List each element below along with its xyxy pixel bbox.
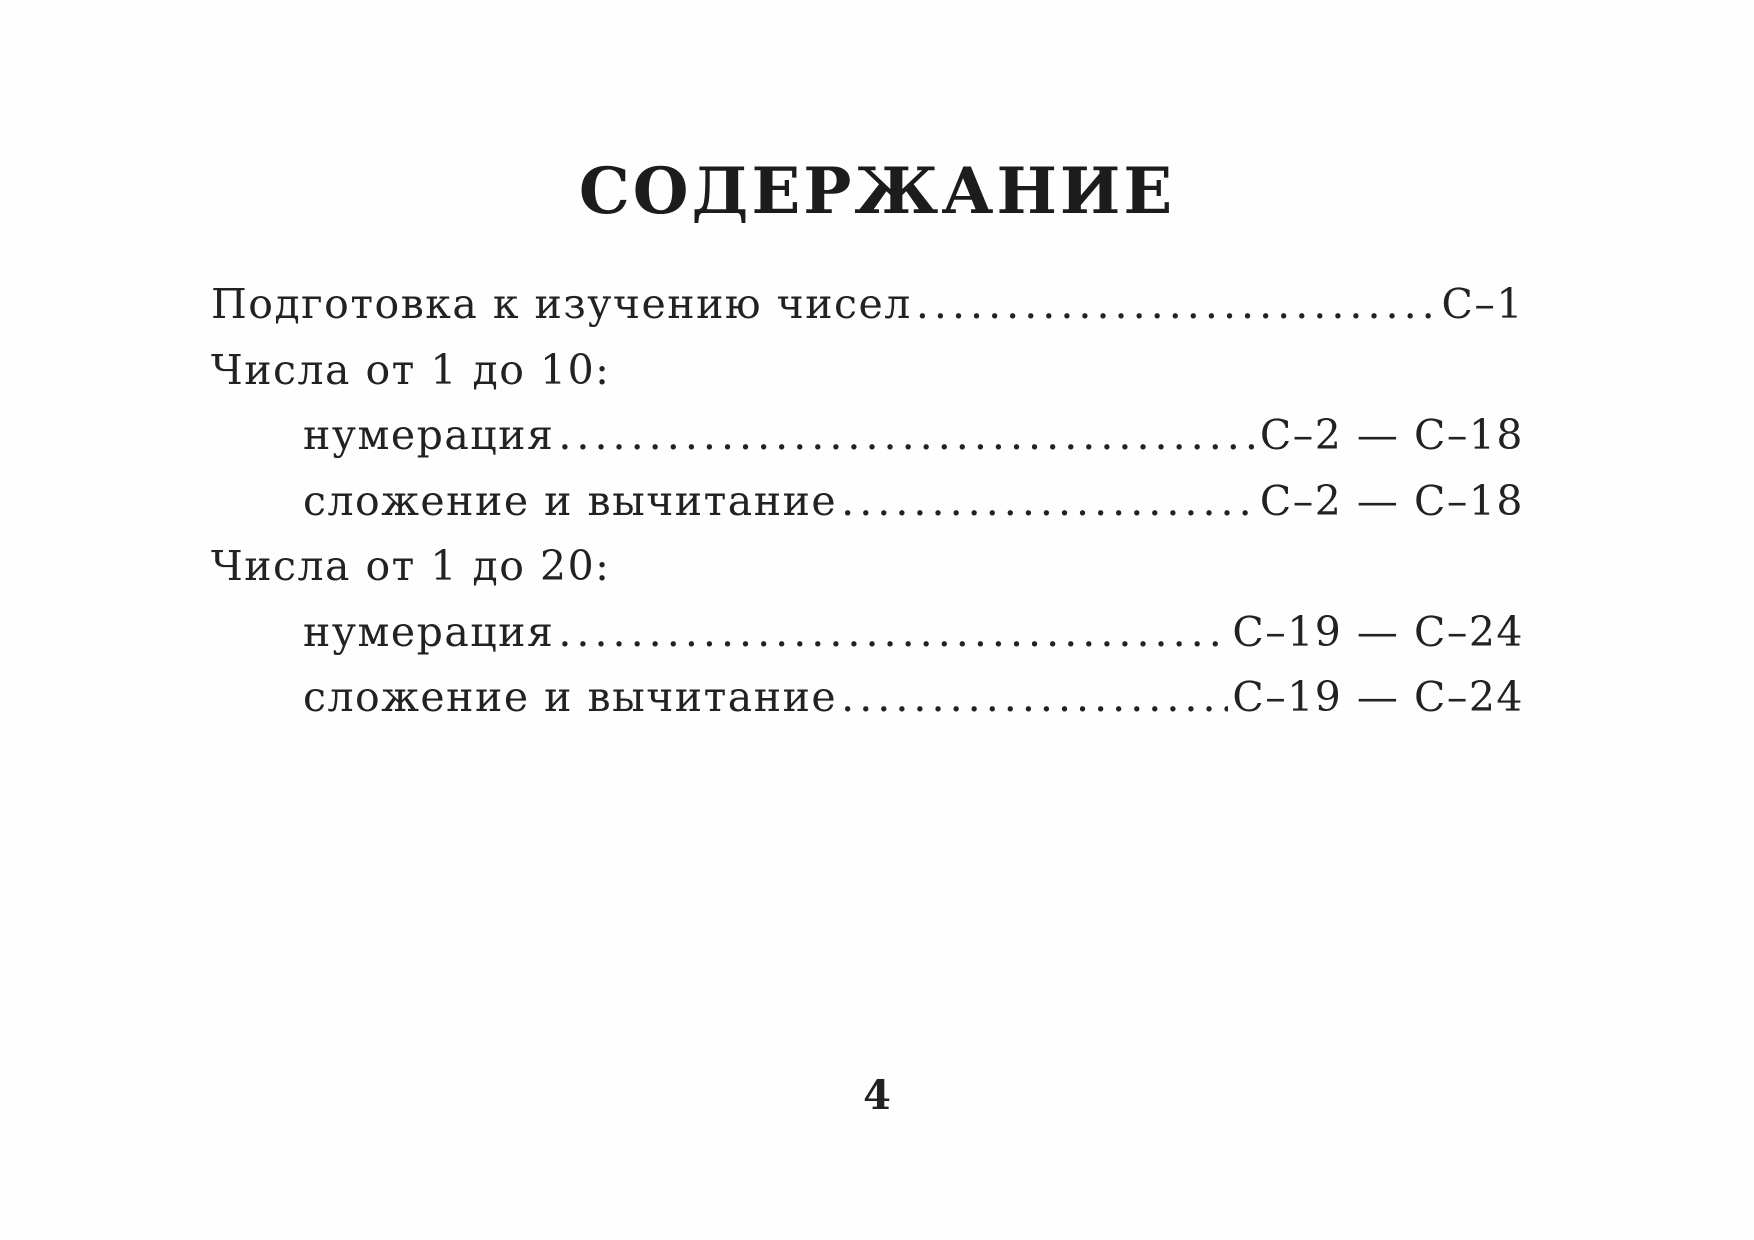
toc-entry-pages: С–19 — С–24 (1232, 607, 1524, 656)
toc-entry-label: сложение и вычитание (303, 476, 838, 525)
toc-entry-numeration-1-20 (211, 600, 1524, 666)
toc-entry-pages: С–19 — С–24 (1232, 673, 1524, 721)
toc-entry-label: нумерация (303, 411, 555, 459)
dot-leader (841, 469, 1256, 535)
toc-section-heading-1-10 (211, 338, 1524, 404)
dot-leader (558, 600, 1228, 666)
toc-entry-label: нумерация (303, 607, 555, 656)
dot-leader (916, 272, 1438, 338)
toc-entry-preparation (211, 272, 1524, 338)
toc-entry-label: Подготовка к изучению чисел (211, 280, 912, 328)
toc-entry-pages: С–1 (1441, 280, 1524, 328)
toc-section-label: Числа от 1 до 20: (211, 542, 611, 590)
dot-leader (841, 665, 1228, 731)
toc-entry-label: сложение и вычитание (303, 673, 838, 721)
toc-section-heading-1-20 (211, 534, 1524, 600)
dot-leader (558, 403, 1256, 469)
page-number: 4 (863, 1072, 891, 1119)
toc-entry-addition-1-20 (211, 665, 1524, 731)
toc-entry-numeration-1-10 (211, 403, 1524, 469)
toc-entry-pages: С–2 — С–18 (1259, 411, 1524, 459)
table-of-contents (211, 272, 1524, 731)
toc-entry-addition-1-10 (211, 469, 1524, 535)
page-title: СОДЕРЖАНИЕ (578, 154, 1176, 229)
toc-section-label: Числа от 1 до 10: (211, 345, 611, 394)
toc-entry-pages: С–2 — С–18 (1259, 476, 1524, 525)
